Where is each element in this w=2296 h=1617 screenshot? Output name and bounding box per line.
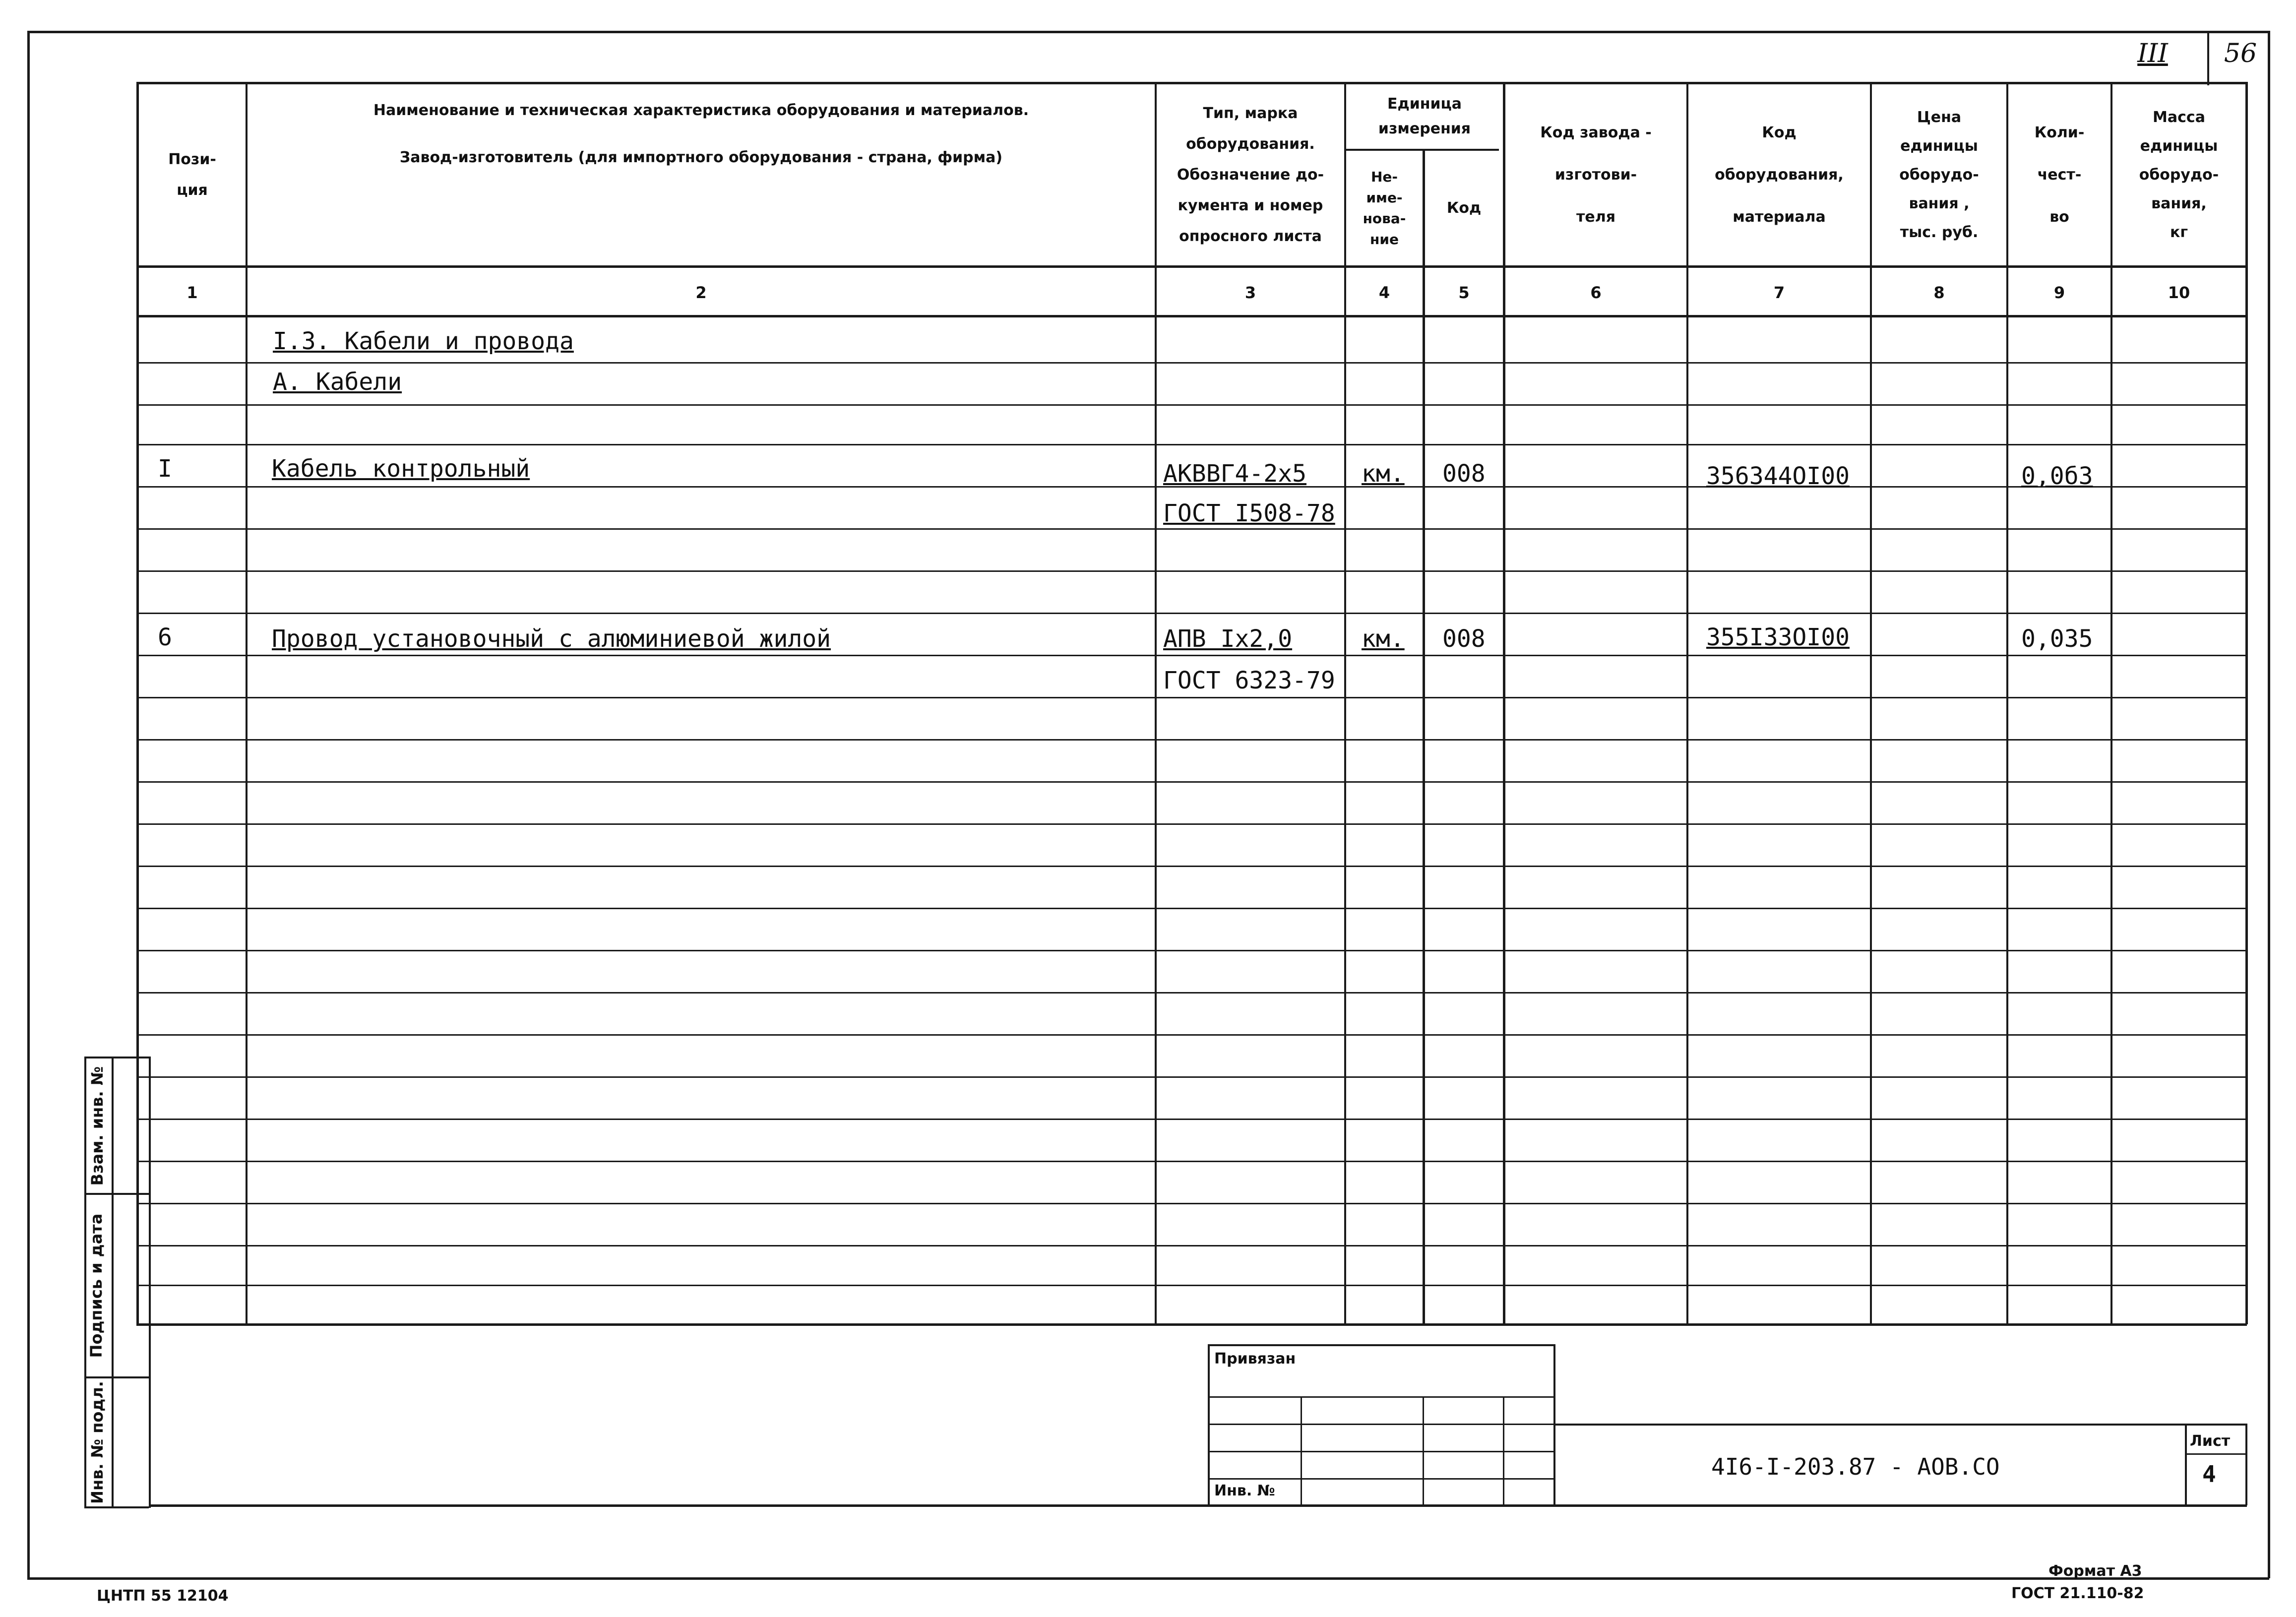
col-num-4: 4 bbox=[1378, 283, 1390, 302]
format-label: Формат А3 bbox=[2048, 1562, 2142, 1580]
row1-name: Кабель контрольный bbox=[272, 455, 530, 483]
section-title: I.3. Кабели и провода bbox=[273, 327, 574, 355]
row2-doc: ГОСТ 6323-79 bbox=[1163, 667, 1335, 694]
row2-type: АПВ Iх2,0 bbox=[1163, 625, 1293, 653]
row1-unit: км. bbox=[1362, 460, 1405, 488]
col-num-6: 6 bbox=[1590, 283, 1602, 302]
header-col-6: Код завода - изготови- теля bbox=[1540, 124, 1652, 226]
frame-top bbox=[27, 31, 2269, 33]
header-col-7: Код оборудования, материала bbox=[1715, 124, 1844, 226]
header-unit-group: Единица измерения bbox=[1378, 95, 1471, 137]
sheet-label: Лист bbox=[2190, 1432, 2231, 1450]
frame-bottom bbox=[27, 1577, 2269, 1580]
stamp-signature-date: Подпись и дата bbox=[87, 1213, 106, 1358]
header-col-4: Не- име- нова- ние bbox=[1363, 169, 1406, 248]
col-num-5: 5 bbox=[1458, 283, 1470, 302]
row2-equipment-code: 355I33OI00 bbox=[1706, 623, 1850, 651]
col-num-7: 7 bbox=[1773, 283, 1785, 302]
gost-label: ГОСТ 21.110-82 bbox=[2011, 1585, 2144, 1602]
frame-right bbox=[2268, 31, 2270, 1578]
row2-position: 6 bbox=[158, 623, 172, 651]
row2-quantity: 0,035 bbox=[2021, 625, 2093, 653]
row1-doc: ГОСТ I508-78 bbox=[1163, 499, 1335, 527]
col-num-2: 2 bbox=[695, 283, 707, 302]
stamp-replace-inventory: Взам. инв. № bbox=[88, 1066, 107, 1186]
corner-box-left bbox=[2207, 31, 2209, 85]
inventory-label: Инв. № bbox=[1214, 1482, 1275, 1499]
handwritten-code: III bbox=[2137, 39, 2168, 68]
header-col-3: Тип, марка оборудования. Обозначение до- кумента и номер опросного листа bbox=[1177, 104, 1324, 245]
header-col-10: Масса единицы оборудо- вания, кг bbox=[2139, 108, 2219, 241]
row1-quantity: 0,0б3 bbox=[2021, 462, 2093, 490]
row2-name: Провод установочный с алюминиевой жилой bbox=[272, 625, 831, 653]
col-num-10: 10 bbox=[2168, 283, 2190, 302]
row2-unit: км. bbox=[1362, 625, 1405, 653]
tied-label: Привязан bbox=[1214, 1350, 1296, 1368]
row2-unit-code: 008 bbox=[1442, 625, 1486, 653]
header-col-5: Код bbox=[1446, 199, 1482, 217]
row1-type: АКВВГ4-2х5 bbox=[1163, 460, 1306, 488]
handwritten-page: 56 bbox=[2224, 39, 2257, 68]
col-num-8: 8 bbox=[1933, 283, 1945, 302]
header-col-2: Наименование и техническая характеристика оборудования и материалов. Завод-изготовитель (для импортного оборудования - страна, фирма) bbox=[373, 102, 1029, 166]
header-col-9: Коли- чест- во bbox=[2034, 124, 2085, 226]
col-num-9: 9 bbox=[2053, 283, 2065, 302]
row1-equipment-code: 356344OI00 bbox=[1706, 462, 1850, 490]
stamp-original-inventory: Инв. № подл. bbox=[88, 1381, 107, 1504]
row1-unit-code: 008 bbox=[1442, 460, 1486, 488]
frame-left bbox=[27, 31, 30, 1578]
row1-position: I bbox=[158, 455, 172, 483]
print-code: ЦНТП 55 12104 bbox=[97, 1587, 229, 1605]
document-code: 4I6-I-203.87 - АОВ.СО bbox=[1711, 1453, 2000, 1480]
col-num-1: 1 bbox=[186, 283, 198, 302]
header-col-8: Цена единицы оборудо- вания , тыс. руб. bbox=[1899, 108, 1979, 241]
subsection-title: А. Кабели bbox=[273, 368, 402, 396]
col-num-3: 3 bbox=[1244, 283, 1256, 302]
header-col-1: Пози- ция bbox=[168, 150, 216, 199]
sheet-number: 4 bbox=[2202, 1461, 2216, 1488]
